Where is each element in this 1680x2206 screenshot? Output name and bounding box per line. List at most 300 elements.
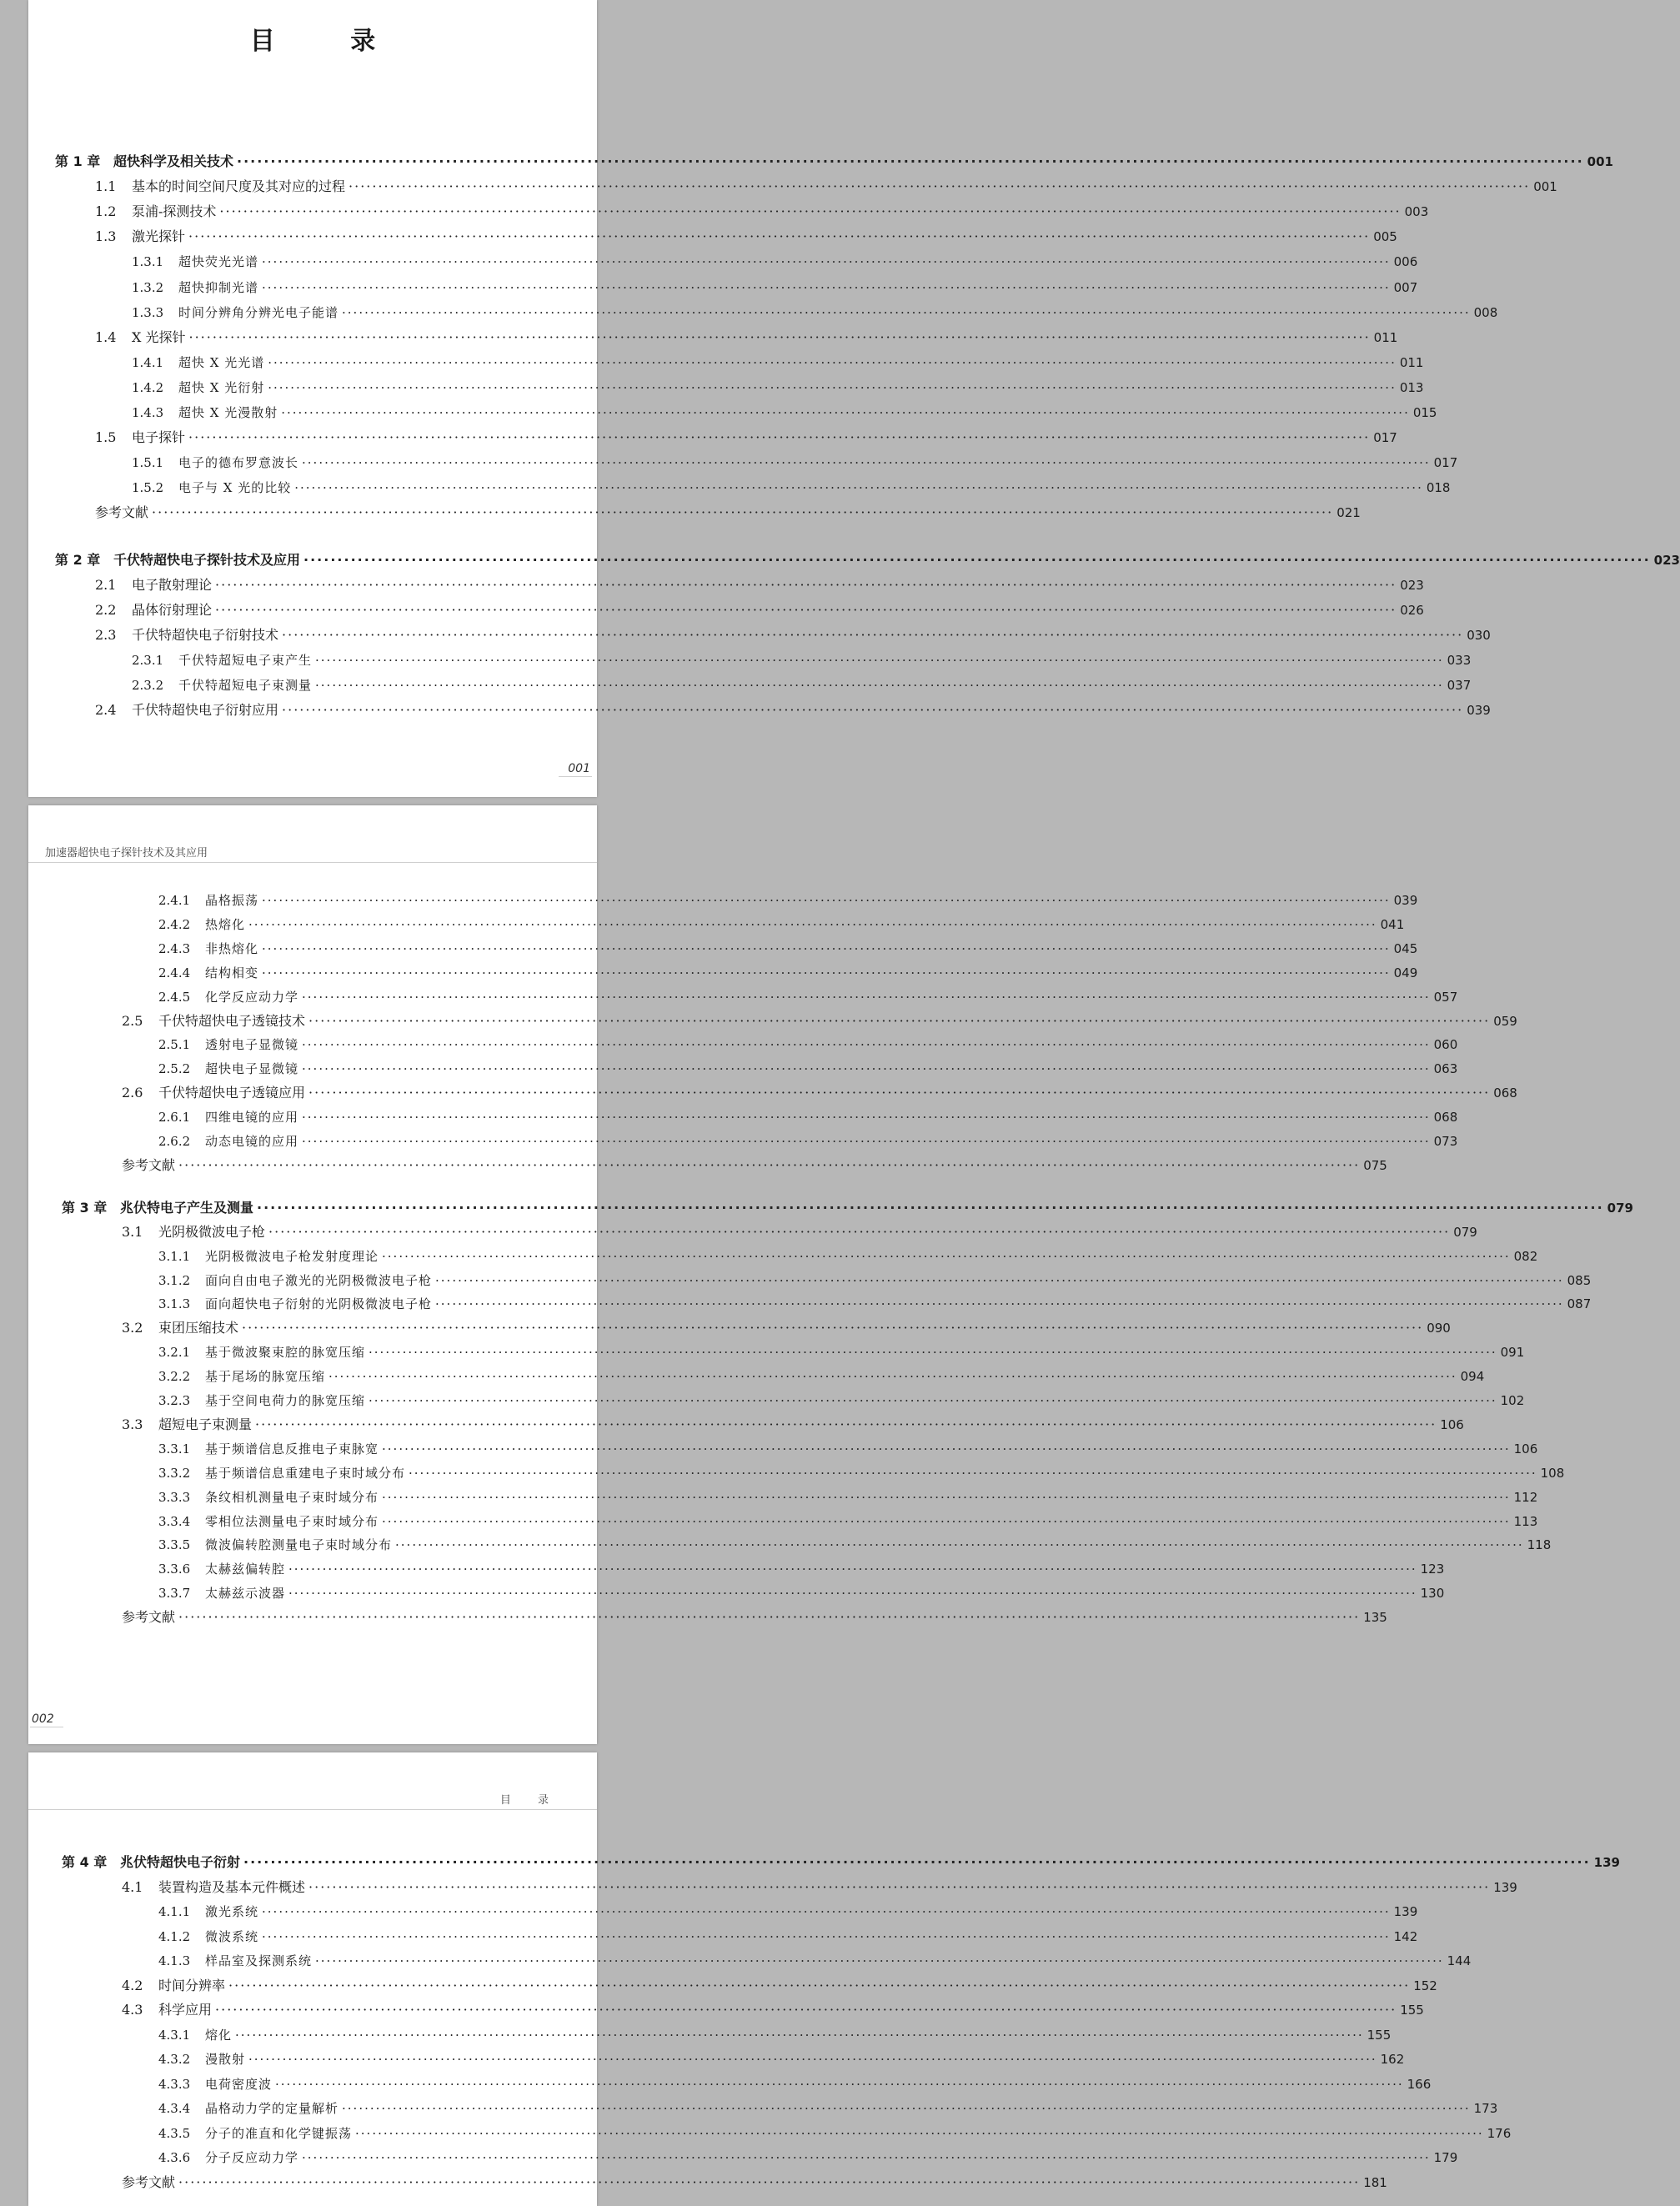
toc-entry-page: 023 — [1653, 552, 1680, 568]
dot-leader: ········································································································································································································ — [228, 1977, 1411, 1993]
toc-entry-number: 2.4.1 — [158, 893, 191, 908]
toc-entry-page: 011 — [1373, 329, 1398, 345]
toc-entry — [158, 2051, 1405, 2068]
toc-entry-page: 112 — [1513, 1489, 1538, 1505]
toc-entry — [158, 965, 1418, 981]
toc-entry — [122, 2002, 1424, 2018]
toc-entry — [158, 2076, 1432, 2093]
toc-entry-title: 基本的时间空间尺度及其对应的过程 — [132, 178, 346, 195]
toc-entry-number: 第 2 章 — [55, 551, 101, 568]
toc-entry — [158, 1109, 1458, 1126]
toc-entry-page: 102 — [1500, 1393, 1525, 1408]
dot-leader: ········································································································································································································ — [248, 916, 1377, 932]
toc-entry-title: 千伏特超快电子透镜应用 — [158, 1085, 306, 1101]
toc-entry-title: 分子反应动力学 — [205, 2150, 299, 2165]
toc-entry-number: 4.3.5 — [158, 2125, 191, 2141]
dot-leader: ········································································································································································································ — [178, 2173, 1361, 2190]
dot-leader: ········································································································································································································ — [215, 576, 1397, 593]
toc-entry — [158, 1392, 1525, 1409]
toc-entry — [158, 1585, 1445, 1602]
toc-entry — [62, 1854, 1620, 1871]
toc-entry-number: 2.5.2 — [158, 1061, 191, 1077]
toc-entry-page: 155 — [1367, 2027, 1392, 2043]
toc-entry-page: 166 — [1407, 2076, 1432, 2092]
dot-leader: ········································································································································································································ — [288, 1562, 1417, 1577]
toc-entry-page: 082 — [1513, 1248, 1538, 1264]
toc-entry — [158, 1953, 1472, 1969]
toc-entry-number: 1.3.3 — [132, 304, 164, 320]
toc-entry — [158, 1441, 1538, 1457]
dot-leader: ········································································································································································································ — [302, 455, 1431, 471]
dot-leader: ········································································································································································································ — [302, 989, 1431, 1005]
toc-entry-number: 4.3.4 — [158, 2101, 191, 2116]
dot-leader: ········································································································································································································ — [188, 228, 1371, 245]
toc-entry-page: 087 — [1567, 1296, 1592, 1312]
toc-entry-page: 135 — [1363, 1610, 1387, 1626]
toc-entry-number: 4.3.3 — [158, 2076, 191, 2092]
toc-entry — [158, 1537, 1552, 1553]
dot-leader: ········································································································································································································ — [315, 1953, 1444, 1968]
toc-entry-title: 千伏特超短电子束产生 — [178, 652, 313, 668]
toc-entry-number: 1.5.1 — [132, 455, 164, 471]
toc-entry — [122, 1012, 1517, 1030]
toc-entry-number: 3.2.3 — [158, 1393, 191, 1408]
dot-leader: ········································································································································································································ — [188, 328, 1371, 345]
toc-entry-number: 2.3.2 — [132, 678, 164, 693]
toc-entry — [158, 2149, 1458, 2166]
toc-entry-title: 非热熔化 — [205, 940, 259, 956]
dot-leader: ········································································································································································································ — [215, 601, 1397, 618]
header-rule — [28, 862, 597, 863]
toc-entry — [158, 2100, 1498, 2117]
toc-entry-page: 155 — [1400, 2003, 1424, 2018]
toc-entry — [132, 677, 1472, 694]
toc-entry-number: 2.4.4 — [158, 965, 191, 980]
toc-entry — [122, 1085, 1517, 1101]
toc-entry — [122, 1977, 1437, 1994]
toc-entry — [158, 1928, 1418, 1945]
toc-entry-number: 第 1 章 — [55, 153, 101, 169]
toc-entry-page: 037 — [1447, 678, 1472, 693]
toc-entry-page: 139 — [1493, 1879, 1517, 1895]
toc-entry — [132, 379, 1424, 396]
toc-entry-title: 参考文献 — [122, 2173, 176, 2190]
toc-entry-page: 018 — [1426, 480, 1451, 496]
toc-entry — [132, 404, 1437, 421]
toc-entry-page: 068 — [1493, 1085, 1517, 1101]
toc-entry-page: 039 — [1467, 703, 1491, 719]
dot-leader: ········································································································································································································ — [262, 254, 1391, 270]
toc-entry-number: 4.1.3 — [158, 1953, 191, 1968]
toc-entry-page: 017 — [1373, 430, 1397, 446]
dot-leader: ········································································································································································································ — [355, 2125, 1484, 2141]
dot-leader: ········································································································································································································ — [382, 1513, 1511, 1529]
dot-leader: ········································································································································································································ — [409, 1465, 1537, 1481]
toc-entry — [158, 1248, 1538, 1265]
toc-entry — [158, 916, 1405, 933]
toc-entry — [95, 504, 1361, 521]
toc-entry-title: 电子探针 — [132, 429, 186, 446]
toc-entry-title: 晶体衍射理论 — [132, 601, 213, 618]
toc-entry-title: 电子散射理论 — [132, 576, 213, 593]
toc-entry — [95, 626, 1491, 644]
toc-entry — [62, 1199, 1633, 1216]
toc-entry — [158, 989, 1458, 1005]
toc-entry-page: 142 — [1393, 1928, 1418, 1944]
dot-leader: ········································································································································································································ — [282, 702, 1464, 719]
toc-entry-number: 1.4.3 — [132, 405, 164, 420]
toc-entry — [122, 1320, 1451, 1336]
dot-leader: ········································································································································································································ — [382, 1489, 1511, 1505]
toc-entry — [122, 1609, 1387, 1626]
toc-entry-number: 2.4.2 — [158, 916, 191, 932]
toc-entry-number: 2.4.3 — [158, 940, 191, 956]
toc-page-3 — [28, 1752, 1620, 2206]
dot-leader: ········································································································································································································ — [282, 626, 1464, 643]
toc-entry — [158, 1036, 1458, 1053]
toc-entry-number: 2.4.5 — [158, 989, 191, 1005]
toc-entry-page: 057 — [1433, 989, 1458, 1005]
toc-entry-title: 电荷密度波 — [205, 2076, 273, 2092]
toc-entry — [158, 940, 1418, 957]
toc-entry-number: 3.3.2 — [158, 1465, 191, 1481]
toc-entry-title: 面向自由电子激光的光阴极微波电子枪 — [205, 1272, 433, 1288]
toc-entry-number: 3.3.4 — [158, 1513, 191, 1529]
toc-entry — [95, 576, 1424, 594]
toc-entry-title: 超快电子显微镜 — [205, 1061, 299, 1077]
dot-leader: ········································································································································································································ — [281, 405, 1410, 420]
dot-leader: ········································································································································································································ — [215, 2002, 1397, 2018]
toc-entry-page: 039 — [1393, 893, 1418, 908]
toc-entry-number: 4.1.2 — [158, 1928, 191, 1944]
toc-entry — [55, 153, 1613, 170]
toc-entry-page: 176 — [1487, 2125, 1512, 2141]
toc-entry — [158, 1903, 1418, 1920]
dot-leader: ········································································································································································································ — [302, 2150, 1431, 2165]
header-rule — [28, 1809, 597, 1810]
dot-leader: ········································································································································································································ — [395, 1537, 1524, 1553]
dot-leader: ········································································································································································································ — [294, 480, 1423, 496]
toc-entry-title: 兆伏特超快电子衍射 — [120, 1854, 241, 1870]
toc-entry-number: 3.1 — [122, 1223, 143, 1240]
toc-page-2 — [28, 805, 1633, 1744]
toc-entry-number: 3.2 — [122, 1320, 143, 1336]
toc-entry-number: 1.3 — [95, 228, 117, 245]
toc-entry-page: 060 — [1433, 1037, 1458, 1053]
toc-entry-number: 3.3.6 — [158, 1562, 191, 1577]
dot-leader: ········································································································································································································ — [308, 1085, 1491, 1101]
toc-entry-title: 基于微波聚束腔的脉宽压缩 — [205, 1345, 366, 1361]
toc-entry-number: 3.1.2 — [158, 1272, 191, 1288]
toc-entry-page: 008 — [1473, 304, 1498, 320]
toc-entry-title: 电子与 X 光的比较 — [178, 480, 292, 496]
toc-entry-title: 漫散射 — [205, 2052, 246, 2067]
toc-entry-title: 条纹相机测量电子束时域分布 — [205, 1489, 379, 1505]
dot-leader: ········································································································································································································ — [262, 940, 1391, 956]
toc-entry — [158, 1465, 1565, 1482]
toc-entry — [95, 702, 1491, 719]
dot-leader: ········································································································································································································ — [255, 1416, 1437, 1432]
toc-entry — [55, 551, 1680, 569]
toc-entry-number: 1.3.1 — [132, 254, 164, 270]
toc-entry-title: 面向超快电子衍射的光阴极微波电子枪 — [205, 1296, 433, 1312]
toc-entry-number: 1.5 — [95, 429, 117, 446]
toc-entry-number: 3.3.3 — [158, 1489, 191, 1505]
toc-entry-title: 基于频谱信息反推电子束脉宽 — [205, 1441, 379, 1456]
toc-entry-title: 基于空间电荷力的脉宽压缩 — [205, 1393, 366, 1408]
dot-leader: ········································································································································································································ — [262, 1904, 1391, 1919]
toc-entry-number: 4.1.1 — [158, 1904, 191, 1919]
toc-entry-title: 参考文献 — [95, 504, 149, 521]
dot-leader: ········································································································································································································ — [288, 1586, 1417, 1602]
toc-entry-page: 075 — [1363, 1157, 1387, 1173]
toc-entry-page: 152 — [1413, 1978, 1437, 1993]
toc-entry-title: 光阴极微波电子枪 — [158, 1223, 266, 1240]
toc-entry — [122, 1223, 1477, 1241]
toc-entry — [95, 228, 1397, 245]
dot-leader: ········································································································································································································ — [349, 178, 1531, 195]
dot-leader: ········································································································································································································ — [328, 1369, 1457, 1385]
dot-leader: ········································································································································································································ — [152, 504, 1334, 521]
toc-entry-title: 装置构造及基本元件概述 — [158, 1878, 306, 1895]
toc-entry-title: 超短电子束测量 — [158, 1416, 253, 1432]
toc-entry-title: 兆伏特电子产生及测量 — [120, 1199, 254, 1216]
toc-entry-number: 1.4 — [95, 328, 117, 345]
toc-entry-number: 4.3.6 — [158, 2150, 191, 2165]
toc-entry-number: 4.3.2 — [158, 2052, 191, 2067]
dot-leader: ········································································································································································································ — [435, 1272, 1564, 1288]
toc-entry-number: 2.5.1 — [158, 1037, 191, 1053]
toc-entry-page: 139 — [1393, 1904, 1418, 1919]
dot-leader: ········································································································································································································ — [302, 1061, 1431, 1077]
toc-entry-title: 科学应用 — [158, 2002, 213, 2018]
dot-leader: ········································································································································································································ — [237, 153, 1584, 169]
toc-entry-page: 090 — [1427, 1321, 1451, 1336]
dot-leader: ········································································································································································································ — [262, 965, 1391, 980]
toc-entry-title: 晶格振荡 — [205, 893, 259, 908]
toc-entry — [122, 1878, 1517, 1896]
dot-leader: ········································································································································································································ — [268, 354, 1397, 370]
toc-entry-title: 动态电镜的应用 — [205, 1134, 299, 1149]
toc-entry-title: 超快 X 光光谱 — [178, 354, 265, 370]
toc-entry-number: 2.6 — [122, 1085, 143, 1101]
toc-entry-page: 006 — [1393, 254, 1418, 270]
toc-entry-title: 超快 X 光衍射 — [178, 379, 265, 395]
toc-entry-page: 106 — [1513, 1441, 1538, 1456]
toc-entry-title: 泵浦-探测技术 — [132, 203, 217, 220]
toc-entry-title: 太赫兹偏转腔 — [205, 1562, 286, 1577]
toc-entry-title: 时间分辨率 — [158, 1977, 226, 1993]
dot-leader: ········································································································································································································ — [369, 1393, 1497, 1408]
toc-entry-page: 001 — [1587, 154, 1613, 169]
toc-entry — [158, 892, 1418, 909]
toc-entry-page: 068 — [1433, 1110, 1458, 1126]
toc-entry-number: 4.3.1 — [158, 2027, 191, 2043]
toc-entry — [158, 1513, 1538, 1530]
folio-rule — [559, 776, 592, 777]
toc-entry-page: 173 — [1473, 2101, 1498, 2116]
toc-entry-page: 017 — [1433, 455, 1458, 471]
dot-leader: ········································································································································································································ — [188, 429, 1371, 446]
toc-entry-number: 4.3 — [122, 2002, 143, 2018]
toc-entry — [158, 2027, 1392, 2043]
toc-entry-title: 超快抑制光谱 — [178, 279, 259, 295]
toc-entry-number: 1.3.2 — [132, 279, 164, 295]
dot-leader: ········································································································································································································ — [235, 2027, 1364, 2043]
page-number: 002 — [32, 1712, 54, 1726]
toc-entry-title: 样品室及探测系统 — [205, 1953, 313, 1968]
toc-entry — [95, 203, 1429, 220]
toc-entry-title: 微波偏转腔测量电子束时域分布 — [205, 1537, 393, 1553]
toc-entry-title: 千伏特超快电子衍射应用 — [132, 702, 279, 719]
toc-entry-number: 2.5 — [122, 1012, 143, 1029]
dot-leader: ········································································································································································································ — [382, 1248, 1511, 1264]
toc-entry-number: 第 3 章 — [62, 1199, 108, 1216]
toc-entry — [158, 1272, 1592, 1289]
toc-entry-title: 基于尾场的脉宽压缩 — [205, 1369, 326, 1385]
dot-leader: ········································································································································································································ — [178, 1609, 1361, 1626]
toc-entry-page: 073 — [1433, 1134, 1458, 1149]
dot-leader: ········································································································································································································ — [342, 304, 1471, 320]
toc-entry-number: 3.1.1 — [158, 1248, 191, 1264]
toc-entry-title: 束团压缩技术 — [158, 1320, 239, 1336]
dot-leader: ········································································································································································································ — [382, 1441, 1511, 1456]
toc-entry-title: 分子的准直和化学键振荡 — [205, 2125, 353, 2141]
toc-entry-page: 045 — [1393, 940, 1418, 956]
toc-entry-page: 118 — [1527, 1537, 1552, 1553]
toc-entry — [132, 253, 1418, 270]
toc-entry-page: 063 — [1433, 1061, 1458, 1077]
toc-entry-title: 四维电镜的应用 — [205, 1110, 299, 1126]
toc-entry-title: 微波系统 — [205, 1928, 259, 1944]
toc-entry-number: 3.3 — [122, 1416, 143, 1432]
toc-entry — [122, 2173, 1387, 2191]
toc-entry — [132, 652, 1472, 669]
toc-entry-page: 091 — [1500, 1345, 1525, 1361]
toc-entry-page: 013 — [1399, 379, 1424, 395]
toc-entry — [158, 1060, 1458, 1077]
toc-entry-title: 时间分辨角分辨光电子能谱 — [178, 304, 339, 320]
toc-entry-page: 005 — [1373, 229, 1397, 245]
toc-entry-title: 热熔化 — [205, 916, 246, 932]
dot-leader: ········································································································································································································ — [268, 1223, 1451, 1240]
toc-entry — [132, 479, 1451, 496]
running-head: 加速器超快电子探针技术及其应用 — [45, 847, 208, 860]
toc-entry — [95, 429, 1397, 446]
toc-entry-title: 零相位法测量电子束时域分布 — [205, 1513, 379, 1529]
toc-page-1 — [28, 0, 1680, 797]
toc-entry-number: 1.4.1 — [132, 354, 164, 370]
toc-entry-page: 113 — [1513, 1513, 1538, 1529]
toc-title: 目 录 — [249, 27, 409, 56]
toc-entry — [95, 601, 1424, 619]
toc-entry-page: 041 — [1380, 916, 1405, 932]
toc-entry-number: 4.1 — [122, 1878, 143, 1895]
toc-entry-number: 1.5.2 — [132, 480, 164, 496]
dot-leader: ········································································································································································································ — [262, 279, 1391, 295]
toc-entry-number: 3.2.2 — [158, 1369, 191, 1385]
toc-entry — [158, 1296, 1592, 1312]
toc-entry — [132, 279, 1418, 296]
dot-leader: ········································································································································································································ — [178, 1156, 1361, 1173]
toc-entry-title: 光阴极微波电子枪发射度理论 — [205, 1248, 379, 1264]
dot-leader: ········································································································································································································ — [369, 1345, 1497, 1361]
toc-entry-page: 162 — [1380, 2052, 1405, 2067]
toc-entry — [132, 454, 1458, 471]
toc-entry — [158, 2125, 1512, 2142]
toc-entry-page: 033 — [1447, 652, 1472, 668]
toc-entry-page: 049 — [1393, 965, 1418, 980]
toc-entry — [158, 1561, 1445, 1577]
page-number: 001 — [568, 762, 590, 775]
toc-entry-number: 3.2.1 — [158, 1345, 191, 1361]
toc-entry-title: 参考文献 — [122, 1609, 176, 1626]
toc-entry-number: 3.3.1 — [158, 1441, 191, 1456]
toc-entry — [122, 1156, 1387, 1174]
toc-entry — [122, 1416, 1464, 1433]
toc-entry-page: 123 — [1420, 1562, 1445, 1577]
toc-entry-title: 千伏特超快电子透镜技术 — [158, 1012, 306, 1029]
toc-entry-number: 2.3.1 — [132, 652, 164, 668]
dot-leader: ········································································································································································································ — [262, 893, 1391, 908]
toc-entry — [158, 1489, 1538, 1506]
dot-leader: ········································································································································································································ — [342, 2101, 1471, 2116]
toc-entry-number: 3.1.3 — [158, 1296, 191, 1312]
toc-entry-title: 千伏特超短电子束测量 — [178, 678, 313, 693]
toc-entry-page: 007 — [1393, 279, 1418, 295]
dot-leader: ········································································································································································································ — [219, 203, 1402, 220]
toc-entry — [95, 178, 1557, 195]
toc-entry-page: 021 — [1336, 505, 1361, 521]
toc-entry-page: 106 — [1440, 1416, 1464, 1432]
toc-entry-page: 179 — [1433, 2150, 1458, 2165]
toc-entry-number: 2.3 — [95, 626, 117, 643]
toc-entry-number: 2.6.1 — [158, 1110, 191, 1126]
toc-entry — [158, 1133, 1458, 1150]
toc-entry — [132, 304, 1498, 321]
toc-entry-page: 015 — [1412, 405, 1437, 420]
dot-leader: ········································································································································································································ — [435, 1296, 1564, 1312]
dot-leader: ········································································································································································································ — [315, 652, 1444, 668]
dot-leader: ········································································································································································································ — [243, 1854, 1591, 1870]
toc-entry-title: 透射电子显微镜 — [205, 1037, 299, 1053]
dot-leader: ········································································································································································································ — [242, 1320, 1424, 1336]
dot-leader: ········································································································································································································ — [303, 551, 1651, 568]
dot-leader: ········································································································································································································ — [302, 1110, 1431, 1126]
toc-entry-title: 千伏特超快电子衍射技术 — [132, 626, 279, 643]
toc-entry-number: 1.1 — [95, 178, 117, 195]
dot-leader: ········································································································································································································ — [308, 1012, 1491, 1029]
toc-entry-title: 电子的德布罗意波长 — [178, 455, 299, 471]
toc-entry — [132, 354, 1424, 371]
dot-leader: ········································································································································································································ — [257, 1199, 1604, 1216]
toc-entry-number: 3.3.7 — [158, 1586, 191, 1602]
toc-entry-number: 第 4 章 — [62, 1854, 108, 1870]
dot-leader: ········································································································································································································ — [302, 1134, 1431, 1149]
dot-leader: ········································································································································································································ — [302, 1037, 1431, 1053]
dot-leader: ········································································································································································································ — [262, 1928, 1391, 1944]
toc-entry-title: 激光探针 — [132, 228, 186, 245]
toc-entry-title: 超快科学及相关技术 — [113, 153, 234, 169]
toc-entry-title: 参考文献 — [122, 1156, 176, 1173]
toc-entry-title: 熔化 — [205, 2027, 233, 2043]
toc-entry-page: 079 — [1453, 1224, 1477, 1240]
toc-entry-number: 3.3.5 — [158, 1537, 191, 1553]
toc-entry-page: 108 — [1540, 1465, 1565, 1481]
toc-entry-page: 144 — [1447, 1953, 1472, 1968]
toc-entry-page: 079 — [1607, 1200, 1633, 1216]
toc-entry-title: 化学反应动力学 — [205, 989, 299, 1005]
